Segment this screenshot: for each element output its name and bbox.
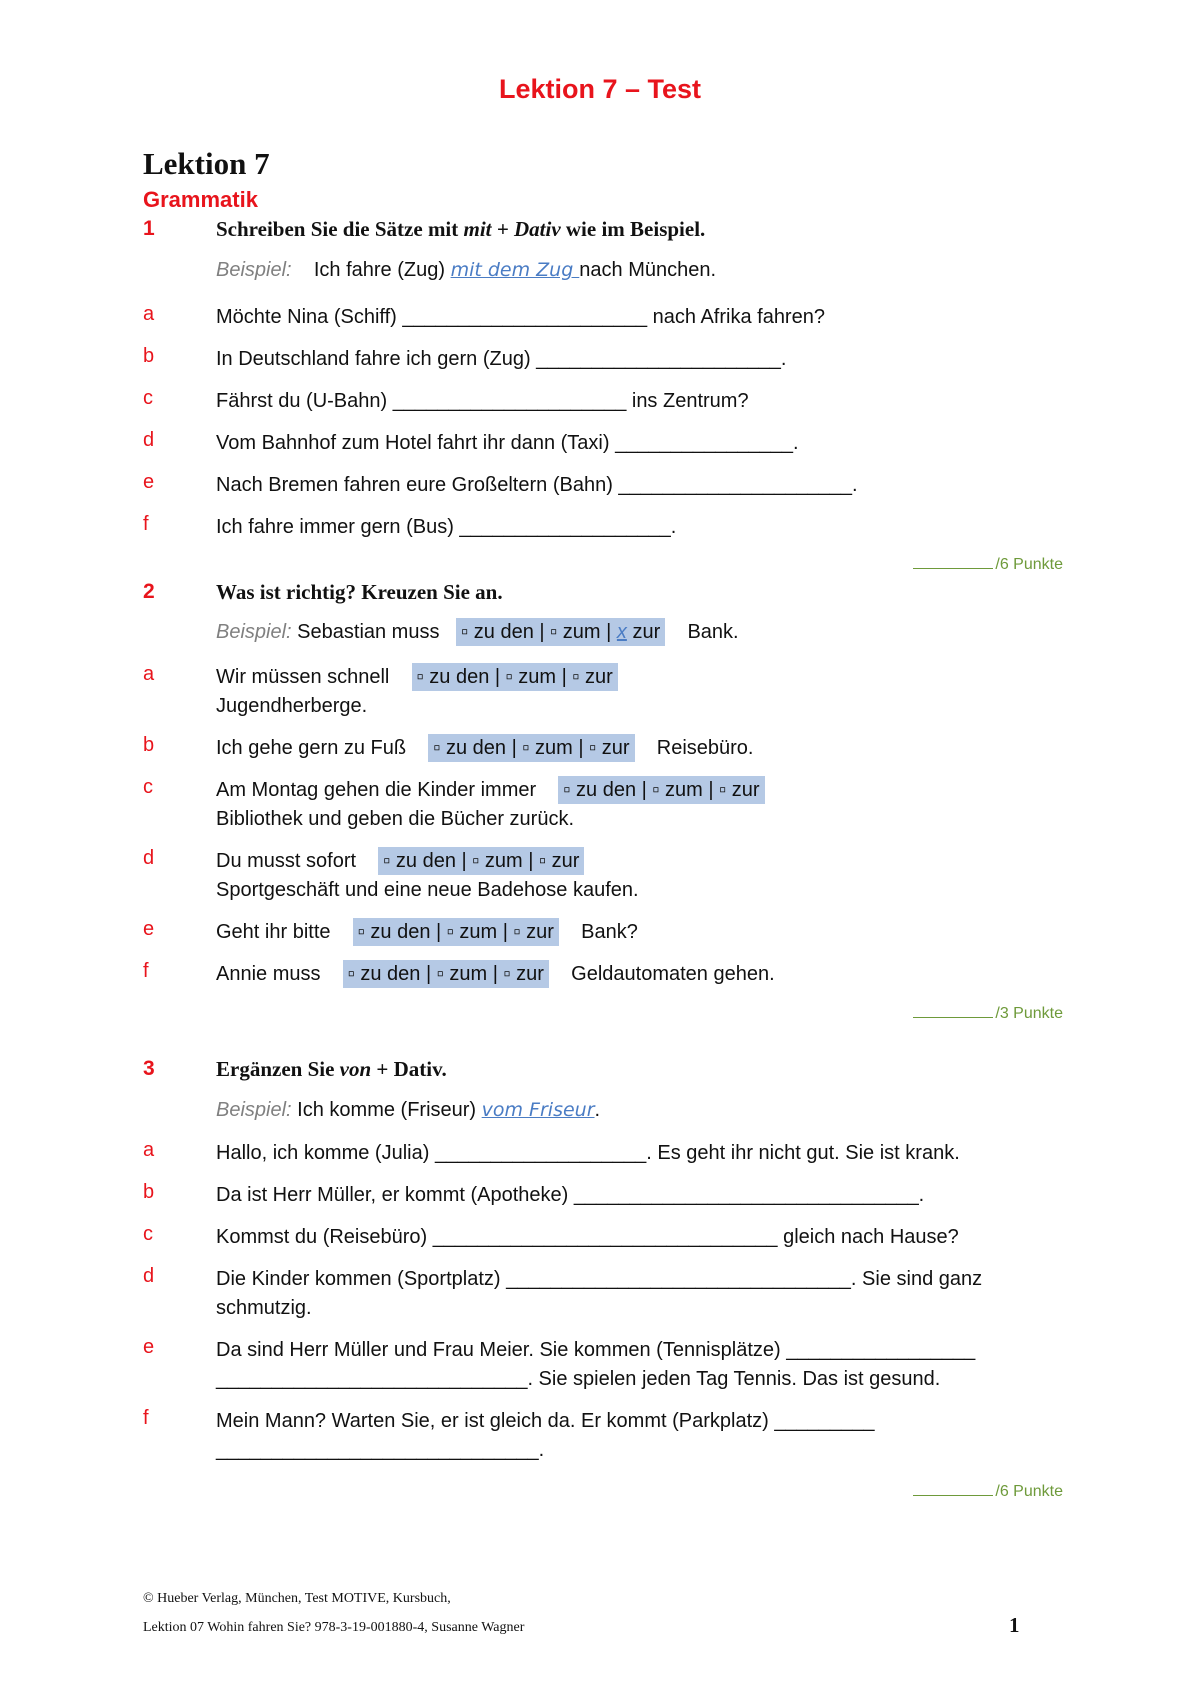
exercise-instruction: Was ist richtig? Kreuzen Sie an. — [216, 580, 503, 604]
document-title: Lektion 7 – Test — [498, 74, 702, 104]
points-field — [913, 556, 1063, 574]
item-text — [216, 734, 753, 763]
instruction-text: + Dativ. — [371, 1057, 447, 1081]
instruction-emphasis: mit + Dativ — [463, 217, 561, 241]
lesson-heading: Lektion 7 — [143, 146, 270, 181]
item-letter: f — [143, 960, 149, 982]
item-text: Vom Bahnhof zum Hotel fahrt ihr dann (Taxi) ________________. — [216, 432, 799, 454]
item-text: Da ist Herr Müller, er kommt (Apotheke) _______________________________. — [216, 1184, 925, 1206]
instruction-text: wie im Beispiel. — [560, 217, 706, 241]
item-text — [216, 960, 775, 989]
item-text — [216, 847, 584, 876]
points-field — [913, 1005, 1063, 1023]
item-text: Ich fahre immer gern (Bus) ___________________. — [216, 516, 677, 538]
example-text: Bank. — [687, 621, 739, 643]
example-text: Sebastian muss — [297, 621, 440, 643]
item-post: Geldautomaten gehen. — [571, 963, 775, 985]
page-number: 1 — [1009, 1613, 1020, 1637]
item-pre: Am Montag gehen die Kinder immer — [216, 779, 537, 801]
item-letter: e — [143, 471, 155, 493]
item-letter: c — [143, 387, 153, 409]
item-letter: b — [143, 1181, 155, 1203]
item-continuation: schmutzig. — [216, 1297, 312, 1319]
item-post: Reisebüro. — [656, 737, 754, 759]
item-letter: d — [143, 847, 155, 869]
choice-options: zur — [626, 621, 661, 643]
choice-box[interactable]: ▫ zu den | ▫ zum | ▫ zur — [412, 663, 618, 691]
item-text: Da sind Herr Müller und Frau Meier. Sie kommen (Tennisplätze) _________________ — [216, 1339, 976, 1361]
instruction-text: Ergänzen Sie — [216, 1057, 340, 1081]
item-pre: Wir müssen schnell — [216, 666, 390, 688]
item-continuation: _____________________________. — [216, 1439, 545, 1461]
footer-copyright: © Hueber Verlag, München, Test MOTIVE, Kursbuch, — [143, 1591, 451, 1606]
section-heading: Grammatik — [143, 187, 258, 212]
points-label: /6 Punkte — [995, 556, 1063, 573]
choice-box[interactable]: ▫ zu den | ▫ zum | ▫ zur — [343, 960, 549, 988]
example-line — [216, 618, 739, 647]
example-label: Beispiel: — [216, 259, 292, 281]
item-letter: f — [143, 513, 149, 535]
example-text: Ich fahre (Zug) — [313, 259, 451, 281]
item-text: Fährst du (U-Bahn) _____________________ ins Zentrum? — [216, 390, 749, 412]
item-text — [216, 663, 618, 692]
choice-box[interactable]: ▫ zu den | ▫ zum | ▫ zur — [558, 776, 764, 804]
item-post: Bank? — [581, 921, 638, 943]
item-letter: a — [143, 1139, 155, 1161]
check-mark: x — [616, 621, 627, 643]
item-continuation: ____________________________. Sie spielen jeden Tag Tennis. Das ist gesund. — [216, 1368, 941, 1390]
points-blank[interactable] — [913, 1495, 993, 1496]
item-pre: Du musst sofort — [216, 850, 357, 872]
item-text: Nach Bremen fahren eure Großeltern (Bahn) _____________________. — [216, 474, 858, 496]
example-line — [216, 256, 716, 285]
item-letter: d — [143, 429, 155, 451]
item-text: Mein Mann? Warten Sie, er ist gleich da. Er kommt (Parkplatz) _________ — [216, 1410, 875, 1432]
points-field — [913, 1483, 1063, 1501]
item-letter: c — [143, 1223, 153, 1245]
item-text: Die Kinder kommen (Sportplatz) _______________________________. Sie sind ganz — [216, 1268, 983, 1290]
item-continuation: Sportgeschäft und eine neue Badehose kaufen. — [216, 879, 639, 901]
item-text: Kommst du (Reisebüro) _______________________________ gleich nach Hause? — [216, 1226, 959, 1248]
example-text: Ich komme (Friseur) — [297, 1099, 482, 1121]
item-letter: a — [143, 303, 155, 325]
points-label: /6 Punkte — [995, 1483, 1063, 1500]
exercise-number: 3 — [143, 1057, 155, 1080]
item-letter: e — [143, 1336, 155, 1358]
points-blank[interactable] — [913, 1017, 993, 1018]
example-text: nach München. — [579, 259, 717, 281]
example-label: Beispiel: — [216, 1099, 292, 1121]
instruction-text: Schreiben Sie die Sätze mit — [216, 217, 464, 241]
item-pre: Geht ihr bitte — [216, 921, 331, 943]
example-line — [216, 1096, 600, 1125]
exercise-instruction — [216, 1057, 447, 1082]
item-continuation: Bibliothek und geben die Bücher zurück. — [216, 808, 575, 830]
item-letter: b — [143, 734, 155, 756]
item-letter: e — [143, 918, 155, 940]
item-text — [216, 776, 765, 805]
item-pre: Annie muss — [216, 963, 321, 985]
example-label: Beispiel: — [216, 621, 292, 643]
choice-box[interactable] — [456, 618, 665, 646]
exercise-number: 1 — [143, 217, 155, 240]
item-letter: d — [143, 1265, 155, 1287]
item-pre: Ich gehe gern zu Fuß — [216, 737, 407, 759]
item-continuation: Jugendherberge. — [216, 695, 368, 717]
choice-options: ▫ zu den | ▫ zum | — [461, 621, 617, 643]
item-text — [216, 918, 638, 947]
item-letter: b — [143, 345, 155, 367]
choice-box[interactable]: ▫ zu den | ▫ zum | ▫ zur — [378, 847, 584, 875]
choice-box[interactable]: ▫ zu den | ▫ zum | ▫ zur — [353, 918, 559, 946]
example-answer: mit dem Zug — [450, 259, 580, 281]
item-letter: f — [143, 1407, 149, 1429]
points-blank[interactable] — [913, 568, 993, 569]
example-text: . — [594, 1099, 601, 1121]
item-text: Möchte Nina (Schiff) ______________________ nach Afrika fahren? — [216, 306, 825, 328]
choice-box[interactable]: ▫ zu den | ▫ zum | ▫ zur — [428, 734, 634, 762]
item-letter: a — [143, 663, 155, 685]
item-text: Hallo, ich komme (Julia) ___________________. Es geht ihr nicht gut. Sie ist krank. — [216, 1142, 960, 1164]
exercise-number: 2 — [143, 580, 155, 603]
footer-source: Lektion 07 Wohin fahren Sie? 978-3-19-001880-4, Susanne Wagner — [143, 1620, 525, 1635]
item-letter: c — [143, 776, 153, 798]
points-label: /3 Punkte — [995, 1005, 1063, 1022]
exercise-instruction — [216, 217, 705, 242]
instruction-emphasis: von — [339, 1057, 372, 1081]
item-text: In Deutschland fahre ich gern (Zug) ______________________. — [216, 348, 787, 370]
example-answer: vom Friseur — [481, 1099, 595, 1121]
